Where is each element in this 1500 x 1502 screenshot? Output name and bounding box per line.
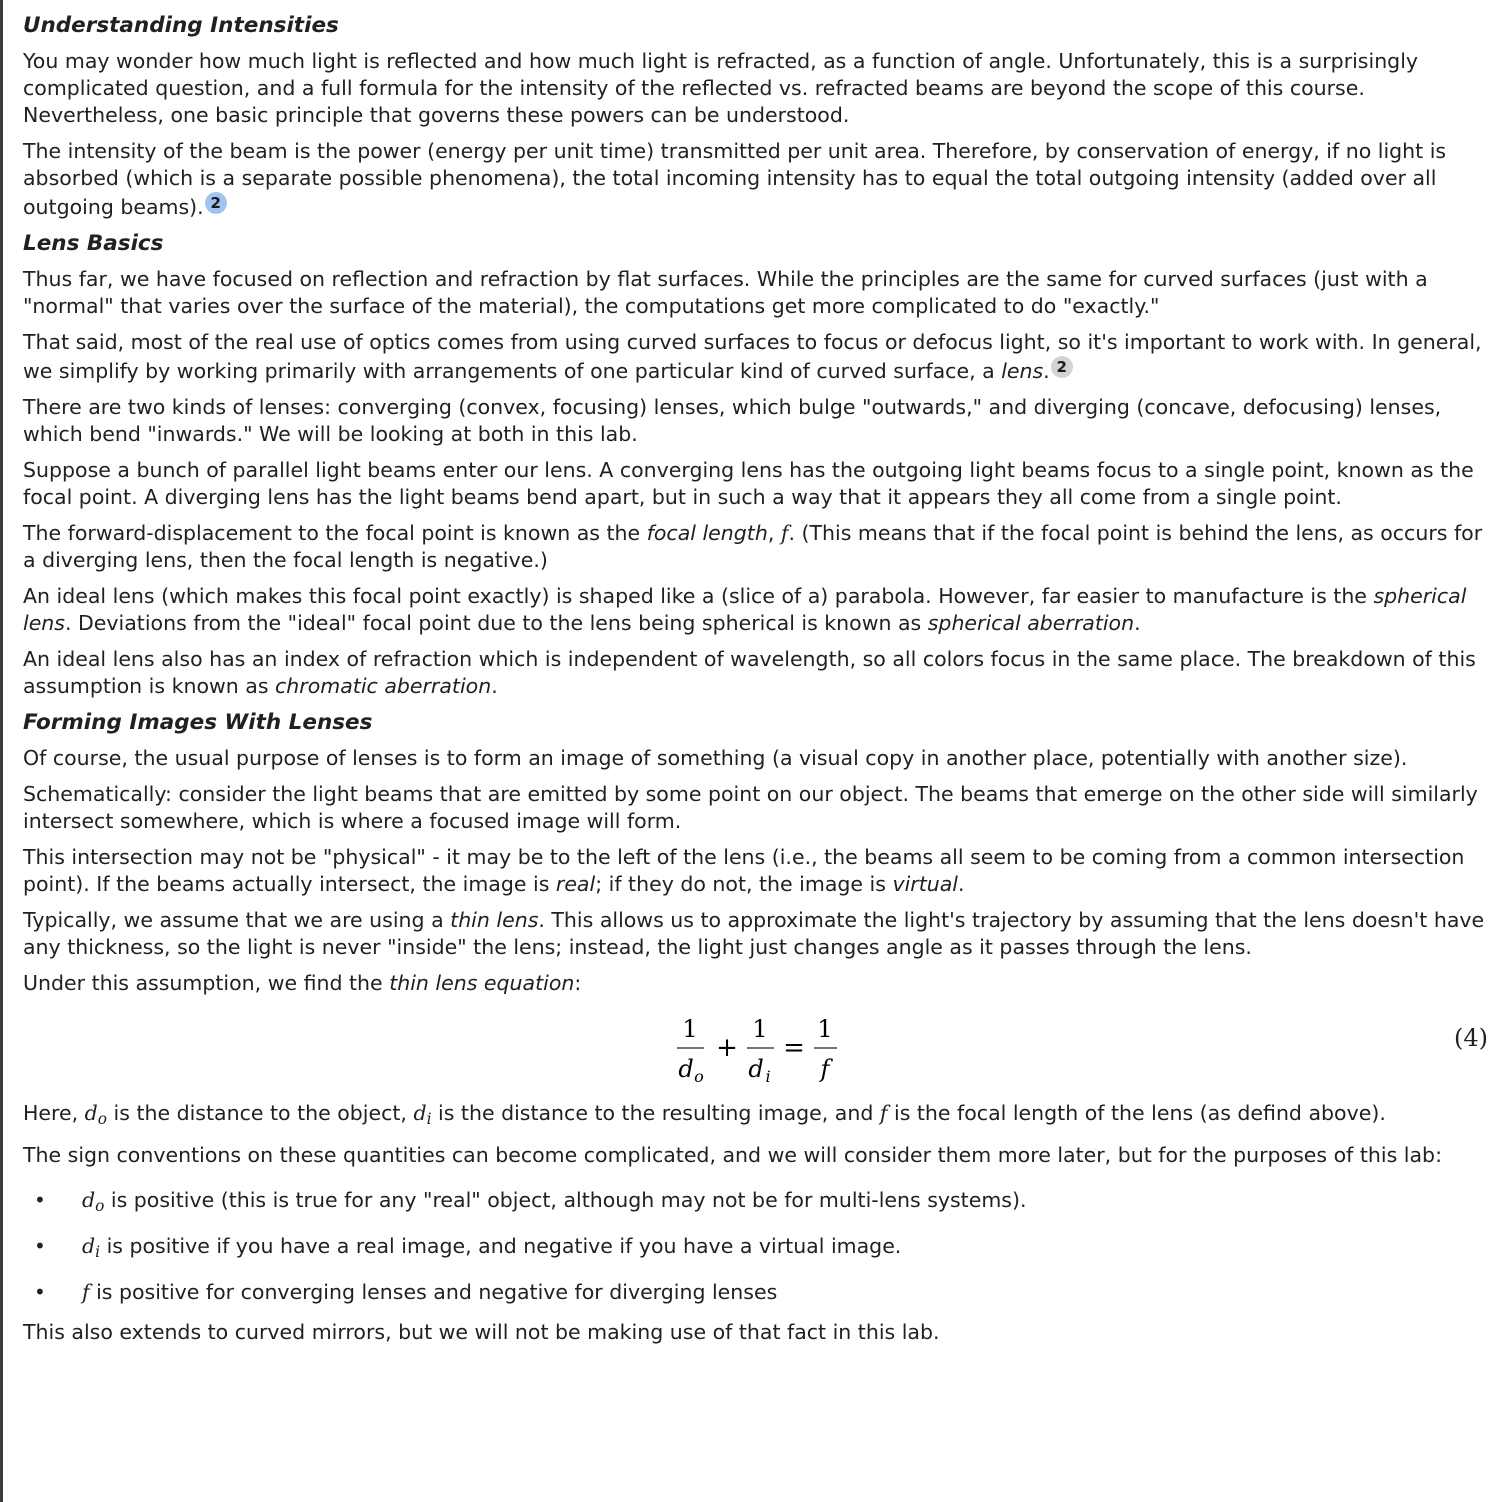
paragraph-text: ; if they do not, the image is — [595, 872, 893, 896]
heading-lens-basics: Lens Basics — [23, 231, 164, 256]
paragraph — [23, 1100, 1488, 1133]
math-d-o: d — [84, 1101, 98, 1125]
math-sub-o: o — [97, 1109, 108, 1128]
paragraph-text: . This allows us to approximate the light's trajectory by assuming that the lens doesn't have any thickness, so the light is never "inside" the lens; instead, the light just changes angle as it passes through the lens. — [23, 908, 1485, 959]
list-item-text: is positive if you have a real image, and negative if you have a virtual image. — [100, 1233, 902, 1258]
eq-plus: + — [716, 1033, 738, 1063]
list-item — [23, 1233, 1488, 1266]
list-item — [23, 1187, 1488, 1220]
paragraph: The sign conventions on these quantities can become complicated, and we will consider them more later, but for the purposes of this lab: — [23, 1142, 1442, 1167]
term-spherical-lens: spherical lens — [23, 584, 1467, 635]
paragraph — [23, 970, 1488, 997]
math-d-i: d — [413, 1101, 427, 1125]
term-focal-length: focal length — [646, 521, 768, 545]
equation-number: (4) — [1454, 1024, 1488, 1052]
paragraph — [23, 583, 1488, 637]
paragraph-text: Here, — [23, 1101, 85, 1125]
paragraph-text: . — [958, 872, 965, 896]
paragraph — [23, 138, 1488, 221]
eq-denominator-1: d — [678, 1055, 694, 1083]
paragraph-text: is the distance to the resulting image, and — [431, 1101, 880, 1125]
math-f: f — [780, 521, 789, 545]
eq-numerator-3: 1 — [817, 1015, 833, 1043]
paragraph-text: is the focal length of the lens (as defind above). — [887, 1101, 1386, 1125]
paragraph-text: . — [1134, 611, 1141, 635]
eq-denominator-1-sub: o — [694, 1067, 704, 1086]
paragraph-text: : — [574, 971, 582, 995]
eq-denominator-3: f — [820, 1055, 830, 1083]
eq-numerator-1: 1 — [682, 1015, 698, 1043]
list-item-text: is positive for converging lenses and negative for diverging lenses — [89, 1279, 778, 1304]
paragraph-text: Under this assumption, we find the — [23, 971, 390, 995]
term-real: real — [555, 872, 596, 896]
footnote-badge[interactable]: 2 — [1051, 356, 1073, 378]
math-sub-i: i — [95, 1242, 101, 1261]
paragraph — [23, 646, 1488, 700]
paragraph — [23, 907, 1488, 961]
term-virtual: virtual — [892, 872, 958, 896]
paragraph-text: That said, most of the real use of optics comes from using curved surfaces to focus or defocus light, so it's important to work with. In general, we simplify by working primarily with arrangements of one particular kind of curved surface, a — [23, 330, 1482, 383]
math-d-o: d — [82, 1187, 96, 1212]
paragraph: You may wonder how much light is reflected and how much light is refracted, as a function of angle. Unfortunately, this is a surprisingly complicated question, and a full formula for the intensity of the reflected vs. refracted beams are beyond the scope of this course. Nevertheless, one basic principle that governs these powers can be understood. — [23, 49, 1419, 127]
term-chromatic-aberration: chromatic aberration — [275, 674, 492, 698]
eq-denominator-2-sub: i — [765, 1067, 771, 1086]
term-thin-lens-equation: thin lens equation — [389, 971, 575, 995]
heading-forming-images: Forming Images With Lenses — [23, 710, 373, 735]
paragraph: This also extends to curved mirrors, but we will not be making use of that fact in this lab. — [23, 1319, 940, 1344]
list-item — [23, 1279, 1488, 1306]
paragraph: There are two kinds of lenses: converging (convex, focusing) lenses, which bulge "outwards," and diverging (concave, defocusing) lenses, which bend "inwards." We will be looking at both in this lab. — [23, 395, 1442, 446]
paragraph-text: Typically, we assume that we are using a — [23, 908, 451, 932]
math-d-i: d — [82, 1233, 96, 1258]
list-item-text: is positive (this is true for any "real" object, although may not be for multi-lens systems). — [104, 1187, 1027, 1212]
heading-understanding-intensities: Understanding Intensities — [23, 13, 339, 38]
term-lens: lens — [1001, 359, 1044, 383]
sign-convention-list — [23, 1187, 1488, 1306]
eq-equals: = — [783, 1033, 805, 1063]
paragraph: Schematically: consider the light beams that are emitted by some point on our object. The beams that emerge on the other side will similarly intersect somewhere, which is where a focused image will form. — [23, 782, 1478, 833]
paragraph-text: An ideal lens also has an index of refraction which is independent of wavelength, so all colors focus in the same place. The breakdown of this assumption is known as — [23, 647, 1476, 698]
paragraph-text: . Deviations from the "ideal" focal point due to the lens being spherical is known as — [64, 611, 928, 635]
bullet-dot: • — [34, 1279, 46, 1304]
math-sub-i: i — [426, 1109, 432, 1128]
paragraph-text: This intersection may not be "physical" - it may be to the left of the lens (i.e., the beams all seem to be coming from a common intersection point). If the beams actually intersect, the image is — [23, 845, 1465, 896]
paragraph-text: The forward-displacement to the focal point is known as the — [23, 521, 647, 545]
eq-denominator-2: d — [748, 1055, 764, 1083]
paragraph-text: . — [1043, 359, 1050, 383]
paragraph-text: An ideal lens (which makes this focal point exactly) is shaped like a (slice of a) parabola. However, far easier to manufacture is the — [23, 584, 1374, 608]
bullet-dot: • — [34, 1233, 46, 1258]
paragraph-text: . (This means that if the focal point is behind the lens, as occurs for a diverging lens, then the focal length is negative.) — [23, 521, 1483, 572]
math-sub-o: o — [95, 1196, 105, 1215]
paragraph-text: , — [767, 521, 781, 545]
paragraph — [23, 844, 1488, 898]
paragraph: Of course, the usual purpose of lenses is to form an image of something (a visual copy in another place, potentially with another size). — [23, 746, 1408, 770]
footnote-badge[interactable]: 2 — [205, 192, 227, 214]
paragraph — [23, 520, 1488, 574]
paragraph — [23, 329, 1488, 385]
math-f: f — [879, 1101, 888, 1125]
equation-graphic — [23, 1006, 1488, 1096]
paragraph: Suppose a bunch of parallel light beams enter our lens. A converging lens has the outgoing light beams focus to a single point, known as the focal point. A diverging lens has the light beams bend apart, but in such a way that it appears they all come from a single point. — [23, 458, 1474, 509]
paragraph: Thus far, we have focused on reflection and refraction by flat surfaces. While the principles are the same for curved surfaces (just with a "normal" that varies over the surface of the material), the computations get more complicated to do "exactly." — [23, 267, 1428, 318]
eq-numerator-2: 1 — [752, 1015, 768, 1043]
term-thin-lens: thin lens — [450, 908, 539, 932]
thin-lens-equation — [23, 1006, 1488, 1096]
bullet-dot: • — [34, 1187, 46, 1212]
paragraph-text: . — [491, 674, 498, 698]
paragraph-text: is the distance to the object, — [107, 1101, 414, 1125]
term-spherical-aberration: spherical aberration — [927, 611, 1135, 635]
paragraph-text: The intensity of the beam is the power (energy per unit time) transmitted per unit area. Therefore, by conservation of energy, if no light is absorbed (which is a separate possible phenomena), the total incoming intensity has to equal the total outgoing intensity (added over all outgoing beams). — [23, 139, 1447, 219]
math-f: f — [82, 1279, 90, 1304]
